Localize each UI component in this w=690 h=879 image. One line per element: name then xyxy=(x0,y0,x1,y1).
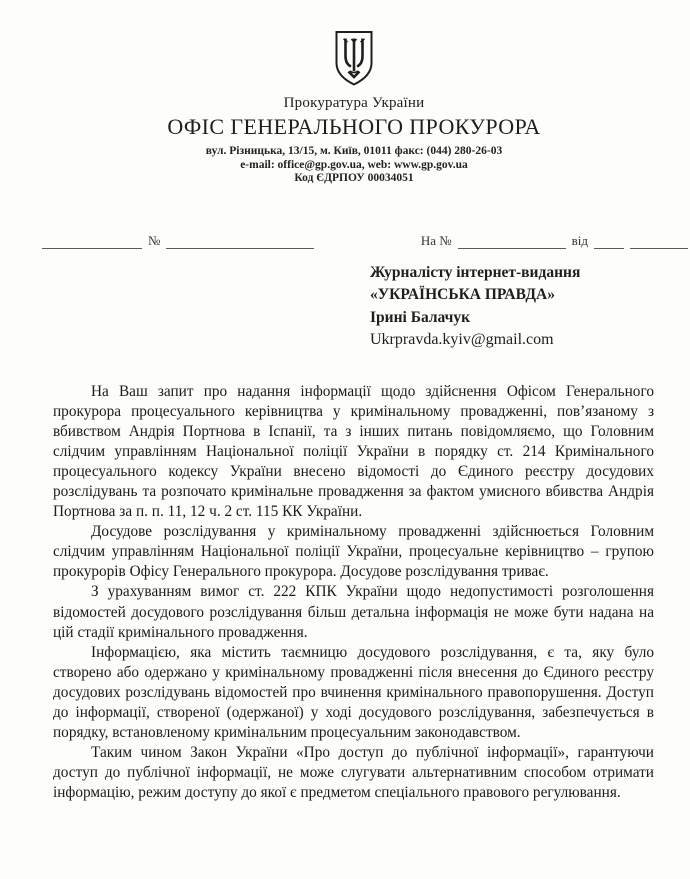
body-paragraph-1: На Ваш запит про надання інформації щодо здійснення Офісом Генерального прокурора процесуального керівництва у кримінальному провадженні, пов’язаному з вбивством Андрія Портнова в Іспанії, та з інших питань повідомляємо, що Головним слідчим управлінням Національної поліції України в порядку ст. 214 Кримінального процесуального кодексу України внесено відомості до Єдиного реєстру досудових розслідувань та розпочато кримінальне провадження за фактом умисного вбивства Андрія Портнова за п. п. 11, 12 ч. 2 ст. 115 КК України. xyxy=(53,382,654,521)
outgoing-reference xyxy=(42,233,314,249)
recipient-role: Журналісту інтернет-видання xyxy=(370,263,581,281)
org-contact-line: e-mail: office@gp.gov.ua, web: www.gp.gov.ua xyxy=(240,158,468,171)
org-parent-name: Прокуратура України xyxy=(283,95,425,111)
recipient-organization: «УКРАЇНСЬКА ПРАВДА» xyxy=(370,286,555,303)
letterhead xyxy=(0,0,690,186)
body-paragraph-3: З урахуванням вимог ст. 222 КПК України щодо недопустимості розголошення відомостей досудового розслідування більш детальна інформація не може бути надана на цій стадії кримінального провадження. xyxy=(53,583,654,641)
reply-number-label: На № xyxy=(420,232,452,248)
recipient-email: Ukrpravda.kyiv@gmail.com xyxy=(370,331,554,348)
body-paragraph-2: Досудове розслідування у кримінальному провадженні здійснюється Головним слідчим управлінням Національної поліції України, процесуальне керівництво – групою прокурорів Офісу Генерального прокурора. Досудове розслідування триває. xyxy=(53,523,654,581)
ukraine-trident-emblem-icon xyxy=(334,30,374,87)
recipient-name: Ірині Балачук xyxy=(370,308,471,326)
body-paragraph-5: Таким чином Закон України «Про доступ до публічної інформації», гарантуючи доступ до публічної інформації, не може слугувати альтернативним способом отримати інформацію, режим доступу до якої є предметом спеціального правового регулювання. xyxy=(53,744,654,802)
number-sign-label: № xyxy=(148,232,161,248)
incoming-reference xyxy=(421,233,688,249)
recipient-block xyxy=(370,262,690,352)
reply-number-blank-line xyxy=(458,235,566,249)
date-blank-line xyxy=(42,235,142,249)
org-edrpou-line: Код ЄДРПОУ 00034051 xyxy=(294,172,414,184)
org-address-line: вул. Різницька, 13/15, м. Київ, 01011 факс: (044) 280-26-03 xyxy=(205,145,503,157)
reply-date-blank-line-2 xyxy=(630,235,688,249)
org-title: ОФІС ГЕНЕРАЛЬНОГО ПРОКУРОРА xyxy=(167,114,541,139)
letter-body xyxy=(53,382,654,804)
number-blank-line xyxy=(166,235,314,249)
body-paragraph-4: Інформацією, яка містить таємницю досудового розслідування, є та, яку було створено або одержано у кримінальному провадженні після внесення до Єдиного реєстру досудових розслідувань відомостей про вчинення кримінального правопорушення. Доступ до інформації, створеної (одержаної) у ході досудового розслідування, забезпечується в порядку, встановленому кримінальним процесуальним законодавством. xyxy=(53,643,654,742)
reply-date-label: від xyxy=(571,232,588,248)
reply-date-blank-line xyxy=(594,235,624,249)
reference-line xyxy=(0,233,690,249)
